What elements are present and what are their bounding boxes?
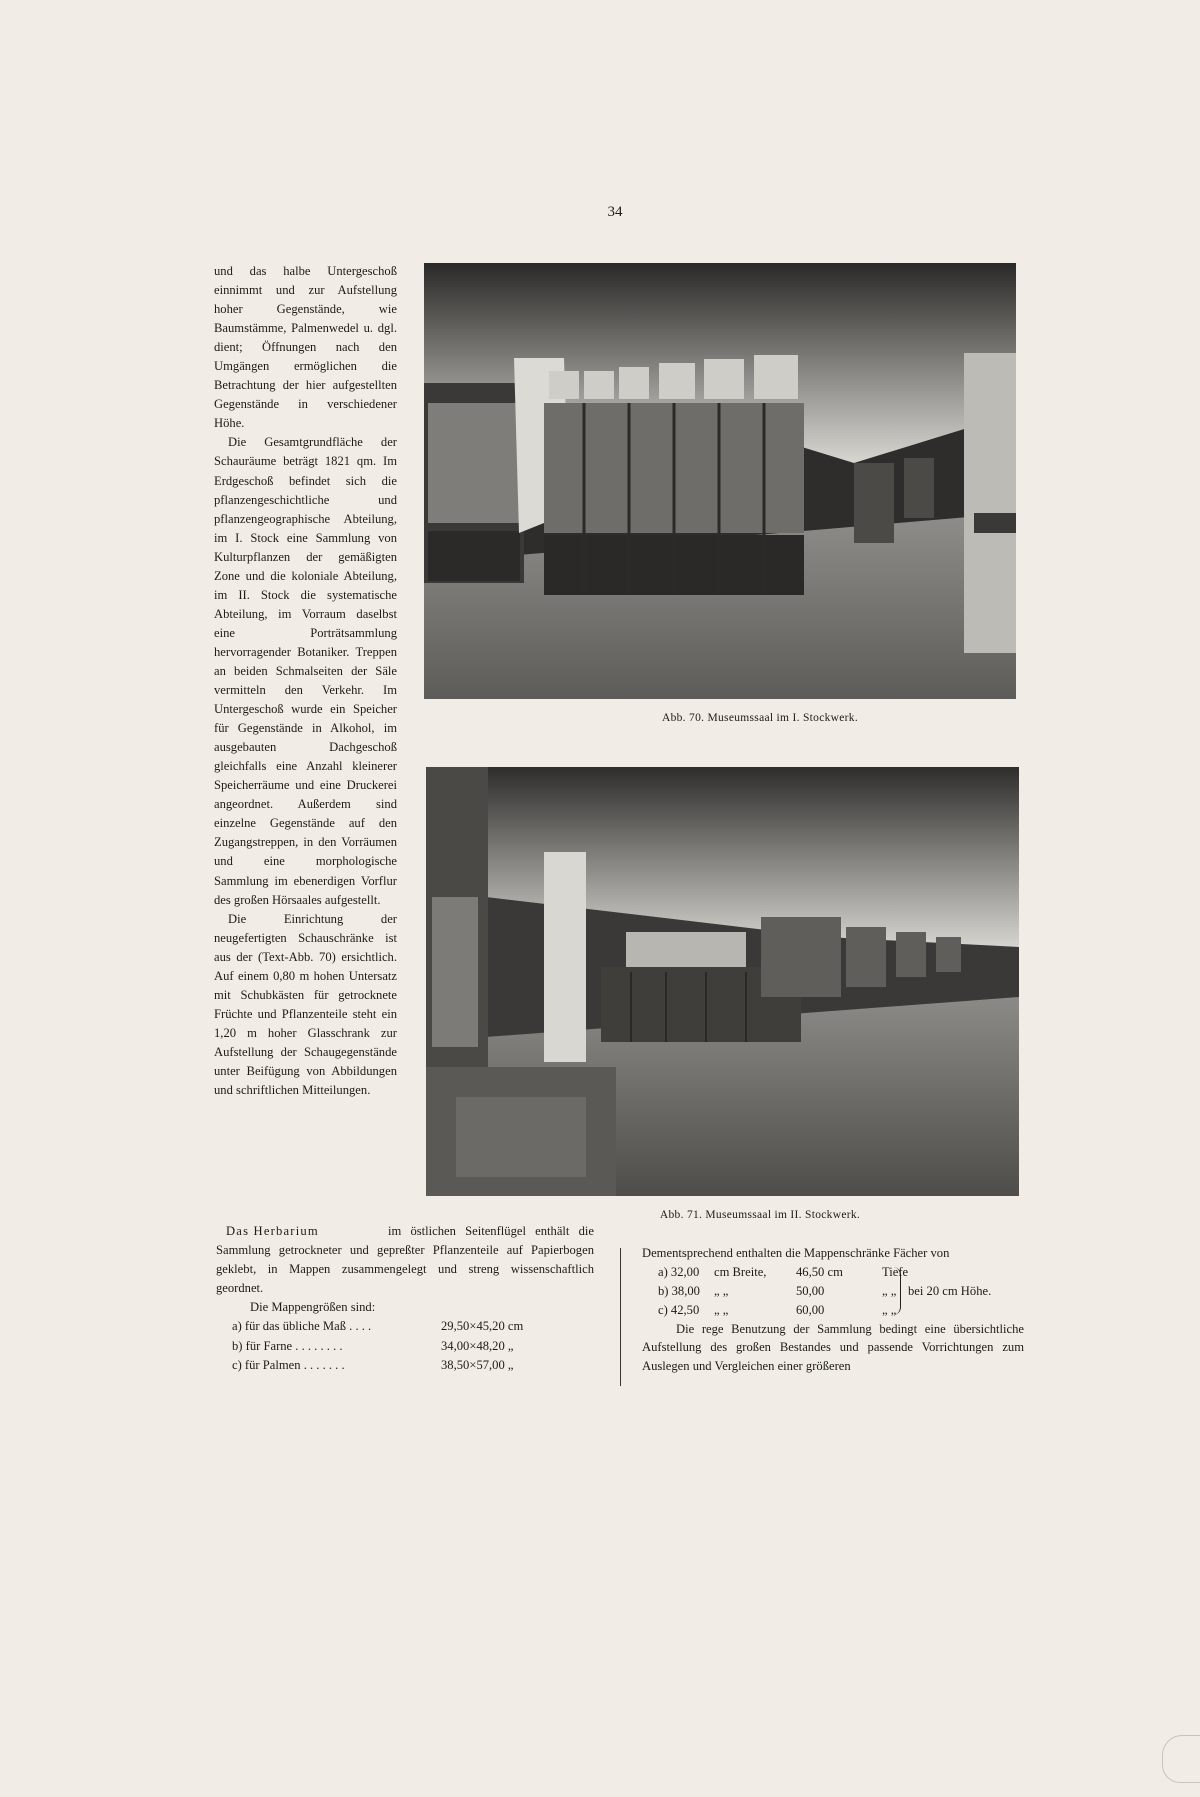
size-row: [216, 1317, 594, 1337]
compartment-depth-unit: „ „: [882, 1302, 897, 1317]
compartment-width: b) 38,00: [658, 1283, 700, 1298]
size-value: 34,00×48,20 „: [441, 1338, 514, 1353]
compartment-row: [642, 1301, 1024, 1320]
compartment-depth: 46,50 cm: [796, 1264, 843, 1279]
column-divider: [620, 1248, 621, 1386]
compartment-row: [642, 1263, 1024, 1282]
figure-71-photo: [426, 767, 1019, 1196]
compartment-width: c) 42,50: [658, 1302, 700, 1317]
sizes-intro: Die Mappengrößen sind:: [250, 1300, 376, 1314]
cabinet-section: [642, 1244, 1024, 1375]
herbarium-heading: Das Herbarium: [226, 1224, 319, 1238]
page-number: 34: [607, 204, 623, 220]
brace-bracket: [892, 1267, 901, 1315]
compartment-unit: cm Breite,: [714, 1264, 767, 1279]
figure-70-caption: Abb. 70. Museumssaal im I. Stockwerk.: [661, 712, 859, 724]
left-text-column: [214, 262, 397, 1100]
compartment-depth: 50,00: [796, 1283, 825, 1298]
figure-70-photo: [424, 263, 1016, 699]
figure-71-caption: Abb. 71. Museumssaal im II. Stockwerk.: [659, 1209, 861, 1221]
herbarium-text: im östlichen Seitenflügel enthält die Sammlung getrockneter und gepreßter Pflanzenteile auf Papierbogen geklebt, in Mappen zusammengelegt und streng wissenschaftlich geordnet.: [216, 1224, 594, 1295]
paragraph-3: Die Einrichtung der neugefertigten Schauschränke ist aus der (Text-Abb. 70) ersichtlich. Auf einem 0,80 m hohen Untersatz mit Schubkästen für getrocknete Früchte und Pflanzenteile steht ein 1,20 m hoher Glasschrank zur Aufstellung der Schaugegenstände unter Beifügung von Abbildungen und schriftlichen Mitteilungen.: [214, 911, 397, 1098]
herbarium-section: [216, 1222, 594, 1376]
size-value: 38,50×57,00 „: [441, 1358, 514, 1372]
cabinet-closing: Die rege Benutzung der Sammlung bedingt eine übersichtliche Aufstellung des großen Bestandes und passende Vorrichtungen zum Auslegen und Vergleichen einer größeren: [642, 1321, 1024, 1373]
compartment-table: [642, 1263, 1024, 1320]
compartment-width: a) 32,00: [658, 1264, 700, 1279]
size-row: [216, 1337, 594, 1357]
size-row: [216, 1356, 594, 1376]
cabinet-intro: Dementsprechend enthalten die Mappenschränke Fächer von: [642, 1246, 950, 1260]
paragraph-2: Die Gesamtgrundfläche der Schauräume beträgt 1821 qm. Im Erdgeschoß befindet sich die pflanzengeschichtliche und pflanzengeographische Abteilung, im I. Stock eine Sammlung von Kulturpflanzen der gemäßigten Zone und die koloniale Abteilung, im II. Stock die systematische Abteilung, im Vorraum daselbst eine Porträtsammlung hervorragender Botaniker. Treppen an beiden Schmalseiten der Säle vermitteln den Verkehr. Im Untergeschoß wurde ein Speicher für Gegenstände in Alkohol, im ausgebauten Dachgeschoß gleichfalls eine Anzahl kleinerer Speicherräume und eine Druckerei angeordnet. Außerdem sind einzelne Gegenstände auf den Zugangstreppen, in den Vorräumen und eine morphologische Sammlung im ebenerdigen Vorflur des großen Hörsaales aufgestellt.: [214, 435, 397, 907]
brace-note: bei 20 cm Höhe.: [908, 1283, 992, 1298]
page-curl-mark: [1162, 1735, 1200, 1783]
compartment-depth-unit: Tiefe: [882, 1264, 909, 1279]
compartment-depth-unit: „ „: [882, 1283, 897, 1298]
museum-hall-1-image: [424, 263, 1016, 699]
size-label: c) für Palmen . . . . . . .: [232, 1358, 345, 1372]
compartment-unit: „ „: [714, 1283, 729, 1298]
size-value: 29,50×45,20 cm: [441, 1319, 524, 1333]
paragraph-1: und das halbe Untergeschoß einnimmt und zur Aufstellung hoher Gegenstände, wie Baumstämme, Palmenwedel u. dgl. dient; Öffnungen nach den Umgängen ermöglichen die Betrachtung der hier aufgestellten Gegenstände in verschiedener Höhe.: [214, 264, 397, 431]
size-label: b) für Farne . . . . . . . .: [232, 1338, 343, 1353]
compartment-depth: 60,00: [796, 1302, 825, 1317]
size-label: a) für das übliche Maß . . . .: [232, 1319, 372, 1333]
museum-hall-2-image: [426, 767, 1019, 1196]
compartment-unit: „ „: [714, 1302, 729, 1317]
sizes-list: [216, 1317, 594, 1376]
